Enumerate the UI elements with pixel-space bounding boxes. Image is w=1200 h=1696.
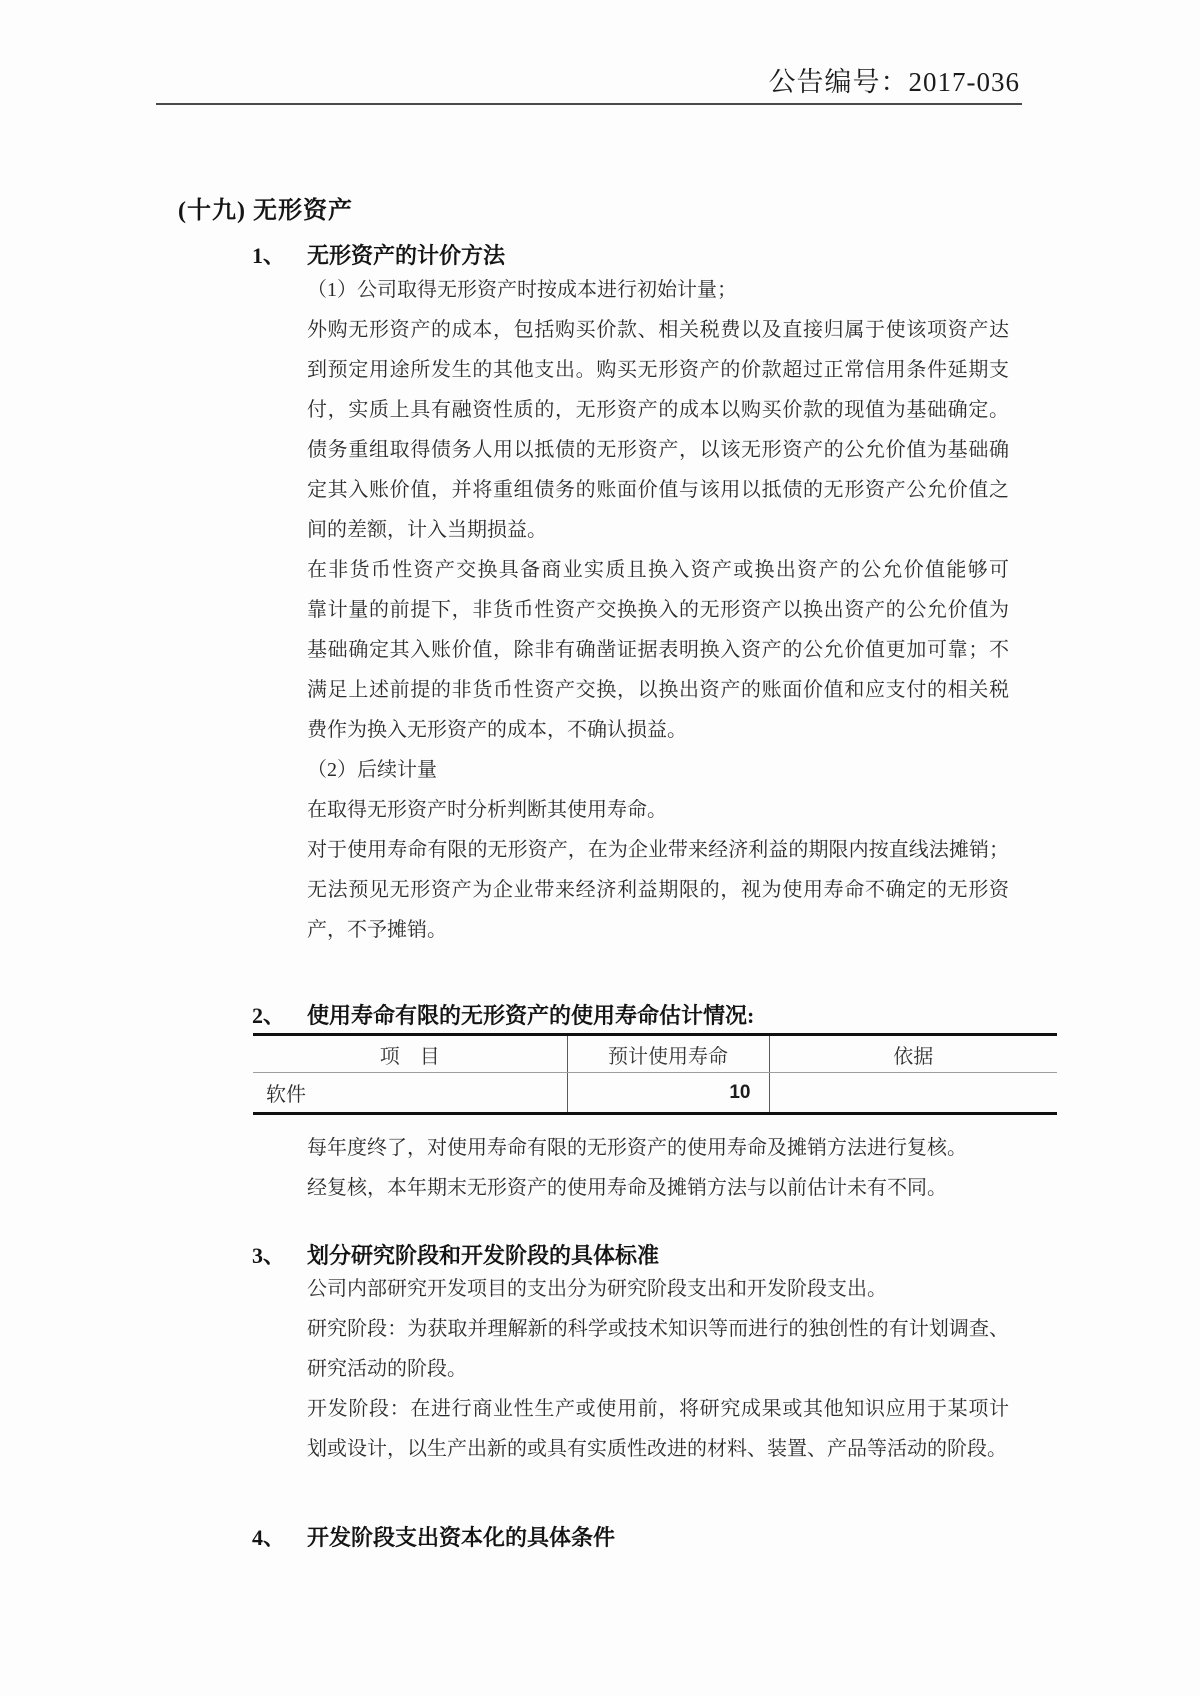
body-line: 划或设计，以生产出新的或具有实质性改进的材料、装置、产品等活动的阶段。 [307,1438,1007,1460]
item-title: 使用寿命有限的无形资产的使用寿命估计情况: [307,1003,755,1028]
table-header-cell: 依据 [769,1035,1057,1073]
item-title: 无形资产的计价方法 [307,243,506,268]
table-row [253,1073,1057,1114]
item-heading-4 [252,1522,615,1554]
table-header-cell: 预计使用寿命 [567,1035,769,1073]
item-number: 4、 [252,1525,286,1550]
item-heading-2 [252,1000,754,1032]
cell-item: 软件 [266,1084,306,1106]
item-body-2 [307,1128,1009,1208]
item-heading-3 [252,1240,659,1272]
item-number: 1、 [252,243,286,268]
body-line: 外购无形资产的成本，包括购买价款、相关税费以及直接归属于使该项资产达 [307,319,1009,341]
body-line: 费作为换入无形资产的成本，不确认损益。 [307,719,687,741]
body-line: 基础确定其入账价值，除非有确凿证据表明换入资产的公允价值更加可靠；不 [307,639,1009,661]
body-line: 间的差额，计入当期损益。 [307,519,547,541]
table-body [253,1073,1057,1114]
body-line: 在取得无形资产时分析判断其使用寿命。 [307,799,667,821]
item-body-1 [307,270,1009,950]
body-line: 每年度终了，对使用寿命有限的无形资产的使用寿命及摊销方法进行复核。 [307,1137,967,1159]
body-line: 公司内部研究开发项目的支出分为研究阶段支出和开发阶段支出。 [307,1278,887,1300]
doc-number: 公告编号：2017-036 [768,67,1020,97]
section-heading: (十九) 无形资产 [178,198,353,224]
header-rule [156,103,1022,105]
item-number: 3、 [252,1243,286,1268]
body-line: （1）公司取得无形资产时按成本进行初始计量； [307,279,737,301]
body-line: 经复核，本年期末无形资产的使用寿命及摊销方法与以前估计未有不同。 [307,1177,947,1199]
body-line: 开发阶段：在进行商业性生产或使用前，将研究成果或其他知识应用于某项计 [307,1398,1009,1420]
useful-life-table [253,1033,1057,1115]
cell-expected-life: 10 [567,1073,769,1114]
table-header-row [253,1035,1057,1073]
table-header-cell: 项 目 [253,1035,567,1073]
body-line: 无法预见无形资产为企业带来经济利益期限的，视为使用寿命不确定的无形资 [307,879,1009,901]
body-line: 满足上述前提的非货币性资产交换，以换出资产的账面价值和应支付的相关税 [307,679,1009,701]
cell-basis [769,1073,1057,1114]
body-line: 定其入账价值，并将重组债务的账面价值与该用以抵债的无形资产公允价值之 [307,479,1009,501]
item-title: 开发阶段支出资本化的具体条件 [307,1525,616,1550]
body-line: （2）后续计量 [307,759,437,781]
body-line: 到预定用途所发生的其他支出。购买无形资产的价款超过正常信用条件延期支 [307,359,1009,381]
body-line: 产，不予摊销。 [307,919,447,941]
body-line: 靠计量的前提下，非货币性资产交换换入的无形资产以换出资产的公允价值为 [307,599,1009,621]
item-heading-1 [252,240,505,272]
body-line: 研究活动的阶段。 [307,1358,467,1380]
body-line: 在非货币性资产交换具备商业实质且换入资产或换出资产的公允价值能够可 [307,559,1009,581]
body-line: 债务重组取得债务人用以抵债的无形资产，以该无形资产的公允价值为基础确 [307,439,1009,461]
item-number: 2、 [252,1003,286,1028]
body-line: 付，实质上具有融资性质的，无形资产的成本以购买价款的现值为基础确定。 [307,399,1009,421]
table-head [253,1035,1057,1073]
body-line: 研究阶段：为获取并理解新的科学或技术知识等而进行的独创性的有计划调查、 [307,1318,1009,1340]
item-body-3 [307,1269,1009,1469]
body-line: 对于使用寿命有限的无形资产，在为企业带来经济利益的期限内按直线法摊销； [307,839,1009,861]
item-title: 划分研究阶段和开发阶段的具体标准 [307,1243,660,1268]
